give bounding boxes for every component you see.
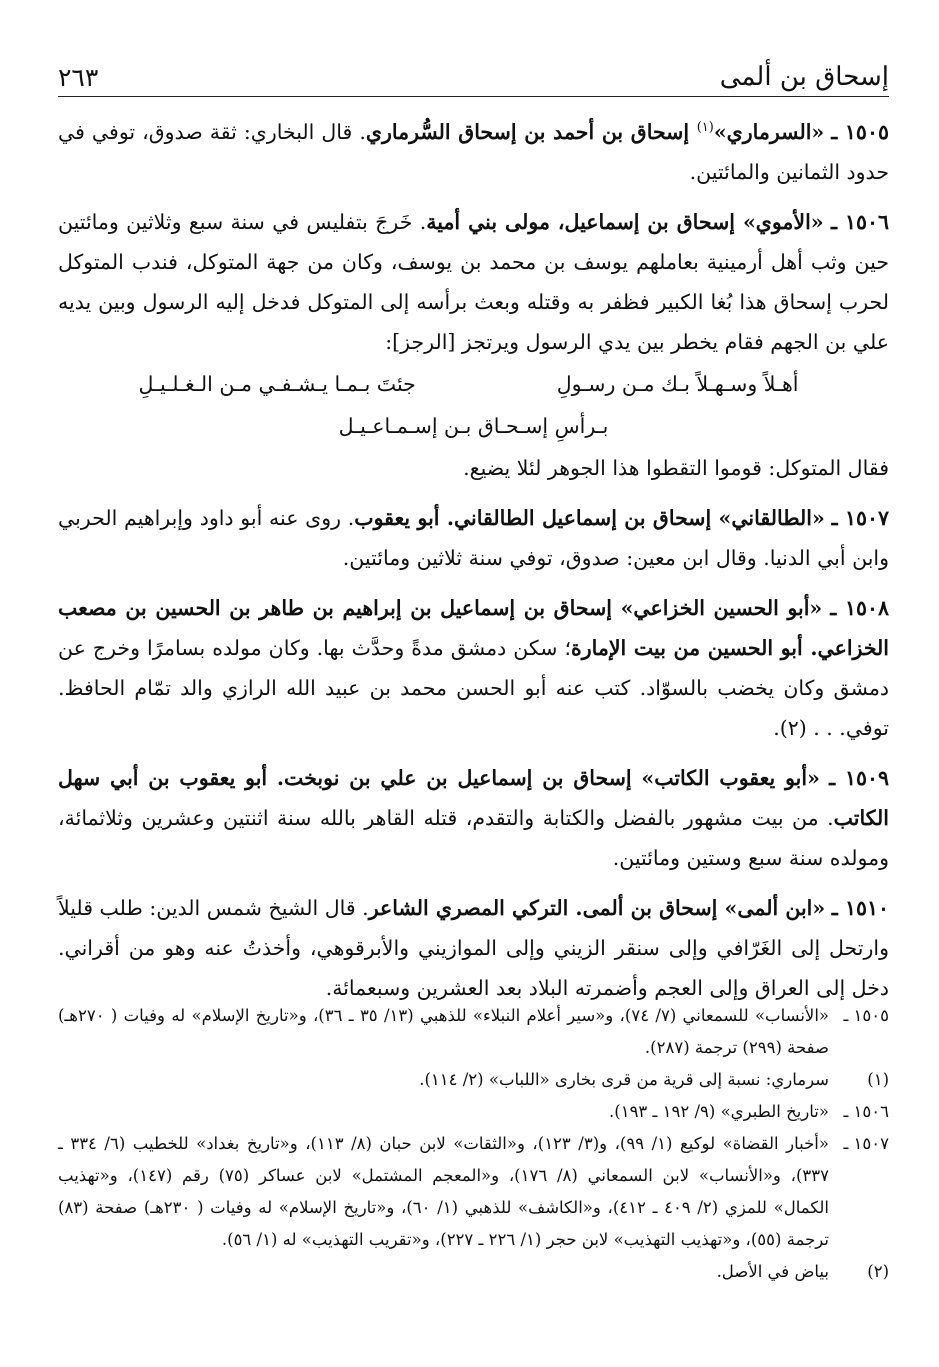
verse-first-hemistich: أهـلاً وسـهـلاً بـك مـن رسـولِ bbox=[556, 372, 799, 396]
footnote-label: (٢) bbox=[867, 1262, 889, 1281]
entry-number: ١٥٠٦ ـ bbox=[830, 210, 889, 234]
footnote-marker: (١) bbox=[696, 120, 714, 136]
footnote-text: بياض في الأصل. bbox=[716, 1262, 829, 1281]
entry-1509 bbox=[58, 758, 889, 878]
entry-1505 bbox=[58, 112, 889, 192]
footnote-label: ١٥٠٥ ـ bbox=[843, 1006, 889, 1025]
page-number: ٢٦٣ bbox=[58, 63, 99, 92]
entry-heading: «الأموي» إسحاق بن إسماعيل، مولى بني أمية bbox=[426, 210, 824, 234]
footnote-label: ١٥٠٧ ـ bbox=[843, 1134, 889, 1153]
entry-heading: «أبو الحسين الخزاعي» إسحاق بن إسماعيل بن إبراهيم بن طاهر بن الحسين بن مصعب الخزاعي. أبو الحسين من بيت الإمارة bbox=[58, 596, 889, 660]
entry-number: ١٥٠٧ ـ bbox=[831, 506, 889, 530]
footnotes bbox=[58, 1000, 889, 1288]
entry-1507 bbox=[58, 498, 889, 578]
entry-number: ١٥٠٥ ـ bbox=[831, 120, 889, 144]
footnote-text: «أخبار القضاة» لوكيع (١/ ٩٩)، و(٣/ ١٢٣)، و«الثقات» لابن حبان (٨/ ١١٣)، و«تاريخ بغداد» للخطيب (٦/ ٣٣٤ ـ ٣٣٧)، و«الأنساب» لابن السمعاني (٨/ ١٧٦)، و«المعجم المشتمل» لابن عساكر (٧٥) رقم (١٤٧)، و«تهذيب الكمال» للمزي (٢/ ٤٠٩ ـ ٤١٢)، و«الكاشف» للذهبي (١/ ٦٠)، و«تاريخ الإسلام» له وفيات ( ٢٣٠هـ) صفحة (٨٣) ترجمة (٥٥)، و«تهذيب التهذيب» لابن حجر (١/ ٢٢٦ ـ ٢٢٧)، و«تقريب التهذيب» له (١/ ٥٦). bbox=[58, 1134, 830, 1249]
entry-1506 bbox=[58, 202, 889, 488]
footnote-text: «الأنساب» للسمعاني (٧/ ٧٤)، و«سير أعلام النبلاء» للذهبي (١٣/ ٣٥ ـ ٣٦)، و«تاريخ الإسلام» له وفيات ( ٢٧٠هـ) صفحة (٢٩٩) ترجمة (٢٨٧). bbox=[58, 1006, 829, 1057]
entry-body: . روى عنه أبو داود وإبراهيم الحربي وابن أبي الدنيا. وقال ابن معين: صدوق، توفي سنة ثلاثين ومائتين. bbox=[58, 506, 889, 570]
entry-body: . من بيت مشهور بالفضل والكتابة والتقدم، قتله القاهر بالله سنة اثنتين وعشرين وثلاثمائة، ومولده سنة سبع وستين ومائتين. bbox=[58, 806, 889, 870]
entry-body: . خَرجَ بتفليس في سنة سبع وثلاثين ومائتين حين وثب أهل أرمينية بعاملهم يوسف بن محمد بن يوسف، وكان من جهة المتوكل، فندب المتوكل لحرب إسحاق هذا بُغا الكبير فظفر به وقتله وبعث برأسه إلى المتوكل فدخل إليه الرسول وبين يديه علي بن الجهم فقام يخطر بين يدي الرسول ويرتجز [الرجز]: bbox=[58, 210, 889, 354]
main-text bbox=[58, 112, 889, 1018]
entry-number: ١٥٠٨ ـ bbox=[830, 596, 889, 620]
footnote-1507 bbox=[58, 1128, 889, 1256]
footnote-1505 bbox=[58, 1000, 889, 1064]
entry-name: إسحاق بن أحمد بن إسحاق السُّرماري bbox=[365, 120, 697, 144]
footnote-label: (١) bbox=[867, 1070, 889, 1089]
entry-heading: «السرماري» bbox=[713, 120, 825, 144]
entry-body: . قال البخاري: ثقة صدوق، توفي في حدود الثمانين والمائتين. bbox=[58, 120, 889, 184]
footnote-2 bbox=[58, 1256, 889, 1288]
footnote-1 bbox=[58, 1064, 889, 1096]
footnote-text: «تاريخ الطبري» (٩/ ١٩٢ ـ ١٩٣). bbox=[609, 1102, 829, 1121]
verse-second-hemistich: جئتَ بـمـا يـشـفـي مـن الـغـلـيـلِ bbox=[138, 372, 416, 396]
entry-heading: «أبو يعقوب الكاتب» إسحاق بن إسماعيل بن علي بن نوبخت. أبو يعقوب بن أبي سهل الكاتب bbox=[58, 766, 889, 830]
poem-verse bbox=[68, 364, 869, 404]
entry-number: ١٥١٠ ـ bbox=[831, 896, 889, 920]
footnote-text: سرماري: نسبة إلى قرية من قرى بخارى «اللباب» (٢/ ١١٤). bbox=[419, 1070, 829, 1089]
entry-heading: «ابن ألمى» إسحاق بن ألمى. التركي المصري الشاعر bbox=[368, 896, 826, 920]
entry-body: . قال الشيخ شمس الدين: طلب قليلاً وارتحل إلى الغَرّافي وإلى سنقر الزيني وإلى الموازيني والأبرقوهي، وأخذتُ عنه وهو من أقراني. دخل إلى العراق وإلى العجم وأضمرته البلاد بعد العشرين وسبعمائة. bbox=[58, 896, 889, 1000]
entry-1508 bbox=[58, 588, 889, 748]
entry-1510 bbox=[58, 888, 889, 1008]
entry-body: ؛ سكن دمشق مدةً وحدَّث بها. وكان مولده بسامرًا وخرج عن دمشق وكان يخضب بالسوّاد. كتب عنه أبو الحسن محمد بن عبيد الله الرازي والد تمّام الحافظ. توفي. . . (٢). bbox=[58, 636, 889, 740]
header-title: إسحاق بن ألمى bbox=[719, 62, 889, 92]
running-header bbox=[58, 52, 889, 97]
footnote-label: ١٥٠٦ ـ bbox=[843, 1102, 889, 1121]
entry-heading: «الطالقاني» إسحاق بن إسماعيل الطالقاني. أبو يعقوب bbox=[354, 506, 825, 530]
entry-number: ١٥٠٩ ـ bbox=[829, 766, 889, 790]
entry-conclusion: فقال المتوكل: قوموا التقطوا هذا الجوهر لئلا يضيع. bbox=[463, 456, 889, 480]
poem-verse-line-2: بـرأسِ إسـحـاق بـن إسـمـاعـيـل bbox=[338, 414, 609, 438]
footnote-1506 bbox=[58, 1096, 889, 1128]
